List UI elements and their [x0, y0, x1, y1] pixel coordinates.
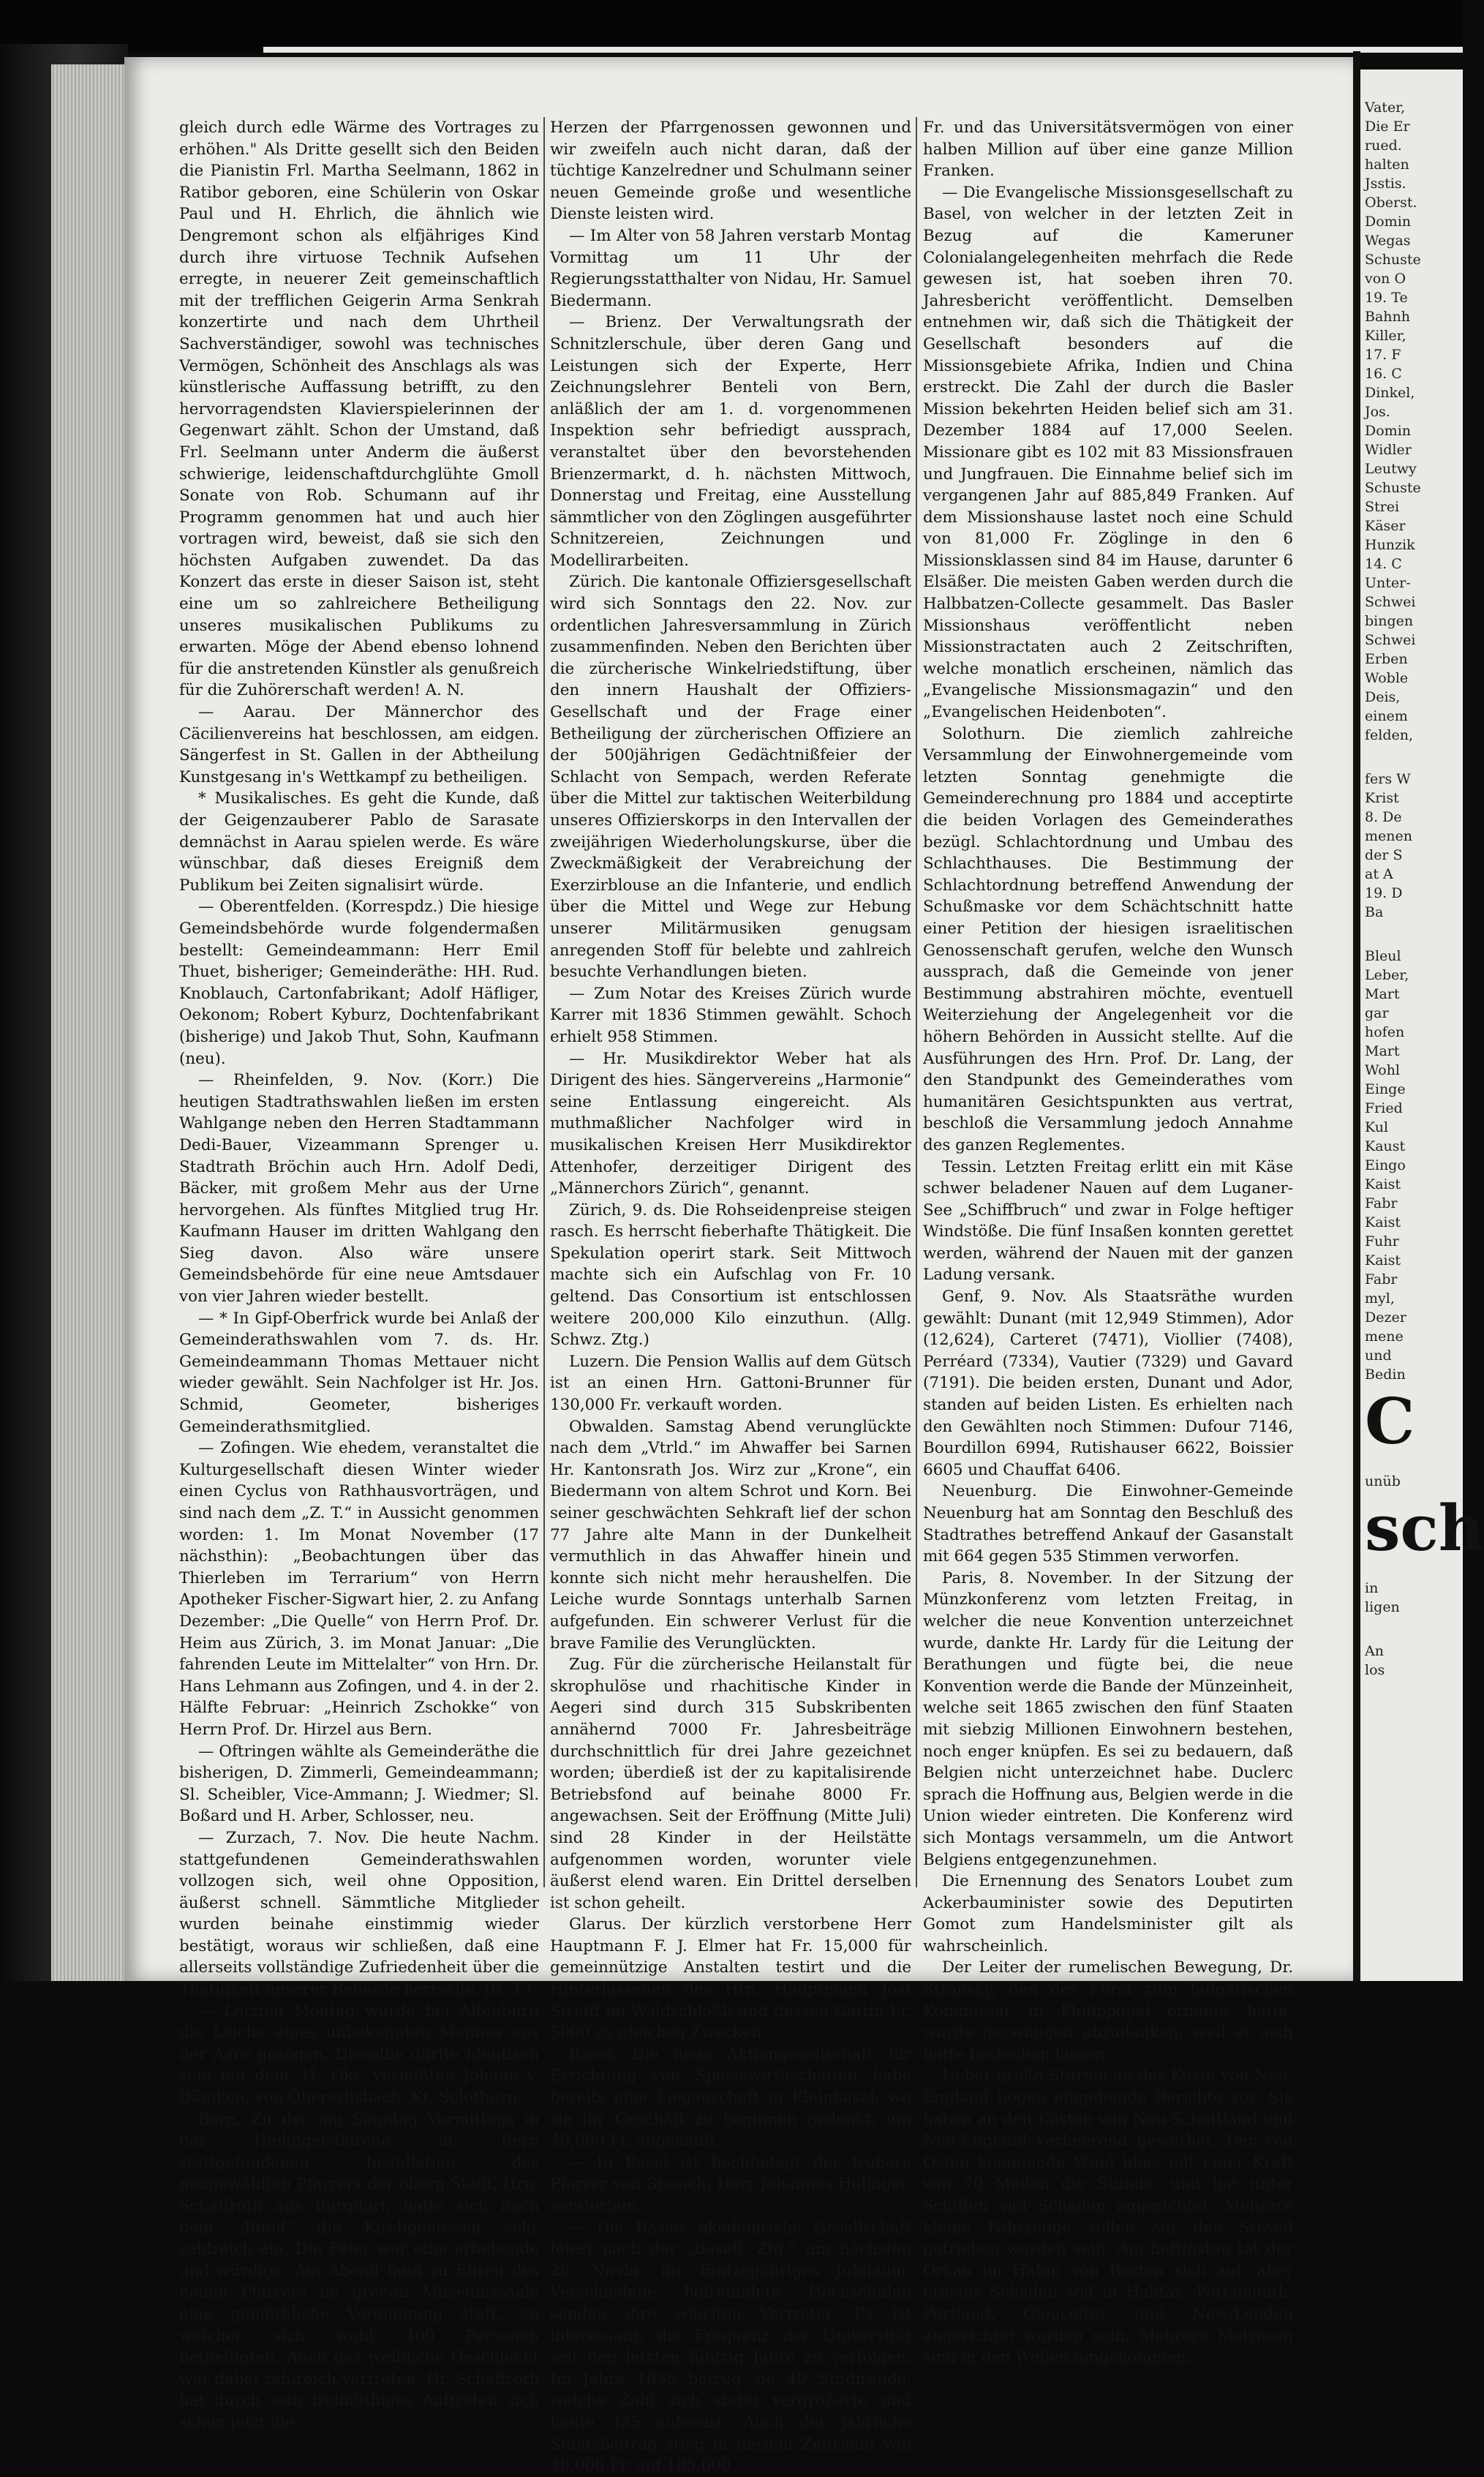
adjacent-page-text-fragment: menen: [1365, 828, 1412, 844]
scan-top-band: [0, 0, 1463, 51]
adjacent-page-text-fragment: fers W: [1365, 771, 1411, 787]
text-column-3: [923, 117, 1293, 2367]
adjacent-page-text-fragment: Widler: [1365, 442, 1412, 458]
article-paragraph: Obwalden. Samstag Abend verunglückte nach dem „Vtrld.“ im Ahwaffer bei Sarnen Hr. Kantonsrath Jos. Wirz zur „Krone“, ein Biedermann von altem Schrot und Korn. Bei seiner geschwächten Sehkraft lief der schon 77 Jahre alte Mann in der Dunkelheit vermuthlich in das Ahwaffer hinein und konnte sich nicht mehr heraushelfen. Die Leiche wurde Sonntags unterhalb Sarnen aufgefunden. Ein schwerer Verlust für die brave Familie des Verunglückten.: [550, 1417, 911, 1653]
article-paragraph: — Brienz. Der Verwaltungsrath der Schnitzlerschule, über deren Gang und Leistungen sich der Experte, Herr Zeichnungslehrer Benteli von Bern, anläßlich der am 1. d. vorgenommenen Inspektion sehr befriedigt aussprach, veranstaltet über den bevorstehenden Brienzermarkt, d. h. nächsten Mittwoch, Donnerstag und Freitag, eine Ausstellung sämmtlicher von den Zöglingen ausgeführter Schnitzereien, Zeichnungen und Modellirarbeiten.: [550, 313, 911, 570]
adjacent-page-text-fragment: at A: [1365, 866, 1393, 882]
article-paragraph: Der Leiter der rumelischen Bewegung, Dr. Stransky, den der Fürst zum bulgarischen Kommissär in Philippopel ernannt hatte, wurde gezwungen abzudanken, weil er sich hatte bestechen lassen.: [923, 1958, 1293, 2064]
article-paragraph: Die Ernennung des Senators Loubet zum Ackerbauminister sowie des Deputirten Gomot zum Handelsminister gilt als wahrscheinlich.: [923, 1872, 1293, 1955]
article-paragraph: — Aarau. Der Männerchor des Cäcilienvereins hat beschlossen, am eidgen. Sängerfest in St. Gallen in der Abtheilung Kunstgesang in's Wettkampf zu betheiligen.: [179, 703, 539, 786]
article-paragraph: — Zurzach, 7. Nov. Die heute Nachm. stattgefundenen Gemeinderathswahlen vollzogen sich, weil ohne Opposition, äußerst schnell. Sämmtliche Mitglieder wurden beinahe einstimmig wieder bestätigt, woraus wir schließen, daß eine allerseits vollständige Zufriedenheit über die Thätigkeit unserer Behörde herrsche. (B. T.): [179, 1828, 539, 1999]
adjacent-page-text-fragment: Bahnh: [1365, 309, 1411, 325]
article-paragraph: — Zum Notar des Kreises Zürich wurde Karrer mit 1836 Stimmen gewählt. Schoch erhielt 958 Stimmen.: [550, 984, 911, 1046]
adjacent-page-text-fragment: Einge: [1365, 1081, 1406, 1097]
adjacent-page-text-fragment: 16. C: [1365, 366, 1402, 382]
article-paragraph: — Oftringen wählte als Gemeinderäthe die bisherigen, D. Zimmerli, Gemeindeammann; Sl. Scheibler, Vice-Ammann; J. Wiedmer; Sl. Boßard und H. Arber, Schlosser, neu.: [179, 1742, 539, 1826]
article-paragraph: — * In Gipf-Oberfrick wurde bei Anlaß der Gemeinderathswahlen vom 7. ds. Hr. Gemeindeammann Thomas Mettauer nicht wieder gewählt. Sein Nachfolger ist Hr. Jos. Schmid, Geometer, bisheriges Gemeinderathsmitglied.: [179, 1309, 539, 1436]
adjacent-page-text-fragment: Schuste: [1365, 252, 1421, 268]
adjacent-page-text-fragment: Jos.: [1365, 404, 1390, 420]
article-paragraph: Paris, 8. November. In der Sitzung der Münzkonferenz vom letzten Freitag, in welcher die neue Konvention unterzeichnet wurde, dankte Hr. Lardy für die Leitung der Berathungen und fügte bei, die neue Konvention werde die Bande der Münzeinheit, welche seit 1865 zwischen den fünf Staaten mit siebzig Millionen Einwohnern bestehen, noch enger knüpfen. Es sei zu bedauern, daß Belgien nicht unterzeichnet habe. Duclerc sprach die Hoffnung aus, Belgien werde in die Union wieder eintreten. Die Konferenz wird sich Montags versammeln, um die Antwort Belgiens entgegenzunehmen.: [923, 1568, 1293, 1869]
adjacent-page-text-fragment: unüb: [1365, 1473, 1401, 1489]
adjacent-page-text-fragment: Eingo: [1365, 1157, 1406, 1173]
adjacent-page-text-fragment: 19. D: [1365, 885, 1403, 901]
adjacent-page-text-fragment: der S: [1365, 847, 1403, 863]
adjacent-page-text-fragment: Käser: [1365, 518, 1406, 534]
adjacent-page-text-fragment: Kaist: [1365, 1214, 1401, 1230]
page-gutter: [1353, 51, 1360, 1981]
article-paragraph: — Hr. Musikdirektor Weber hat als Dirigent des hies. Sängervereins „Harmonie“ seine Entlassung eingereicht. Als muthmaßlicher Nachfolger wird in musikalischen Kreisen Herr Musikdirektor Attenhofer, derzeitiger Dirigent des „Männerchors Zürich“, genannt.: [550, 1049, 911, 1198]
adjacent-page-text-fragment: Ba: [1365, 904, 1384, 920]
adjacent-page-text-fragment: los: [1365, 1662, 1385, 1678]
adjacent-page-text-fragment: hofen: [1365, 1024, 1405, 1040]
article-paragraph: Basel. Die neue Aktiengesellschaft für Errichtung von Speisewirthschaften habe bereits eine Liegenschaft in Kleinbasel, wo sie ihr Geschäft zu beginnen gedenkt, um 40,000 Fr. angekauft.: [550, 2045, 911, 2151]
adjacent-page-text-fragment: An: [1365, 1643, 1384, 1659]
adjacent-page-text-fragment: Unter-: [1365, 575, 1411, 591]
adjacent-page-text-fragment: Dinkel,: [1365, 385, 1415, 401]
adjacent-page-text-fragment: Kaist: [1365, 1252, 1401, 1268]
article-paragraph: Bern. Zu der am Sonntag Vormittags in der Heiliggeistkirche in Bern stattgefundenen Installation des neugewählten Pfarrers der obern Stadt, Hrn. Schaffroth aus Burgdorf, hatte sich nach dem „Bund“ die Kirchgenossen sehr zahlreich ein. Die Feier war eine erhebende und würdige. Am Abend fand zu Ehren des neuen Pfarrers im großen Museumssaale eine gemüthliche Vereinigung statt, an welcher sich wohl 400 Personen betheiligten. Auch das weibliche Geschlecht war dabei zahlreich vertreten. Hr. Schaffroth hat durch sein freimüthiges Auftreten sich schon jetzt die: [179, 2110, 539, 2432]
adjacent-page-text-fragment: Domin: [1365, 214, 1412, 230]
article-paragraph: Ueber große Stürme an der Küste von Neu-England liegen eingehende Berichte vor. Sie haben an den Küsten von Neu-Schottland und Neu-England verheerend gewüthet. Der von Osten kommende Wind blies mit einer Kraft von 70 Meilen die Stunde, und hat unter Schiffen viel Schaden angerichtet. Mehrere kleine Fahrzeuge sollen auf den Strand getrieben worden sein. Am heftigsten tat der Orkan im Hafen von Boston sich auf; aber ernster Schaden soll in Halifax, Portsmouth, Portland, Glouceſter und New-London angerichtet worden sein. Mehrere Matrosen sind in den Wellen umgekommen.: [923, 2067, 1293, 2367]
adjacent-page-text-fragment: Fabr: [1365, 1271, 1398, 1288]
adjacent-page-text-fragment: Hunzik: [1365, 537, 1415, 553]
adjacent-page-text-fragment: gar: [1365, 1005, 1389, 1021]
article-paragraph: Glarus. Der kürzlich verstorbene Herr Hauptmann F. J. Elmer hat Fr. 15,000 für gemeinnützige Anstalten testirt und die Hinterlassenen des Hrn. Hauptmann Jost Streiff im Waldschlößli und dessen Gattin Fr. 5000 zu gleichen Zwecken.: [550, 1915, 911, 2042]
adjacent-page-text-fragment: und: [1365, 1347, 1392, 1364]
article-paragraph: — Zofingen. Wie ehedem, veranstaltet die Kulturgesellschaft diesen Winter wieder einen Cyclus von Rathhausvorträgen, und sind nach dem „Z. T.“ in Aussicht genommen worden: 1. Im Monat November (17 nächsthin): „Beobachtungen über das Thierleben im Terrarium“ von Herrn Apotheker Fischer-Sigwart hier, 2. zu Anfang Dezember: „Die Quelle“ von Herrn Prof. Dr. Heim aus Zürich, 3. im Monat Januar: „Die fahrenden Leute im Mittelalter“ von Hrn. Dr. Hans Lehmann aus Zofingen, und 4. in der 2. Hälfte Februar: „Heinrich Zschokke“ von Herrn Prof. Dr. Hirzel aus Bern.: [179, 1439, 539, 1739]
adjacent-page-text-fragment: Schuste: [1365, 480, 1421, 496]
adjacent-page-text-fragment: sch: [1365, 1492, 1484, 1565]
page-edges: [51, 64, 128, 1981]
adjacent-page-text-fragment: Schwei: [1365, 594, 1416, 610]
column-rule-1: [543, 117, 545, 1887]
adjacent-page-text-fragment: ligen: [1365, 1599, 1400, 1615]
adjacent-page-text-fragment: 19. Te: [1365, 290, 1408, 306]
article-paragraph: — Die Evangelische Missionsgesellschaft zu Basel, von welcher in der letzten Zeit in Bezug auf die Kameruner Colonialangelegenheiten mehrfach die Rede gewesen ist, hat soeben ihren 70. Jahresbericht veröffentlicht. Demselben entnehmen wir, daß sich die Thätigkeit der Gesellschaft besonders auf die Missionsgebiete Afrika, Indien und China erstreckt. Die Zahl der durch die Basler Mission bekehrten Heiden belief sich am 31. Dezember 1884 auf 17,000 Seelen. Missionare gibt es 102 mit 83 Missionsfrauen und Jungfrauen. Die Einnahme belief sich im vergangenen Jahr auf 885,849 Franken. Auf dem Missionshause lastet noch eine Schuld von 81,000 Fr. Zöglinge in den 6 Missionsklassen sind 84 im Hause, darunter 6 Elsäßer. Die meisten Gaben werden durch die Halbbatzen-Collecte gesammelt. Das Basler Missionshaus veröffentlicht neben Missionstractaten auch 2 Zeitschriften, welche monatlich erscheinen, nämlich das „Evangelische Missionsmagazin“ und den „Evangelischen Heidenboten“.: [923, 183, 1293, 722]
article-paragraph: — In Basel ist hochbetagt der frühere Pfarrer von Sissach, Herr Johannes Holinger, verstorben.: [550, 2153, 911, 2215]
adjacent-page-text-fragment: einem: [1365, 708, 1408, 724]
adjacent-page-text-fragment: halten: [1365, 157, 1409, 173]
adjacent-page-text-fragment: Wohl: [1365, 1062, 1400, 1078]
article-paragraph: Zürich. Die kantonale Offiziersgesellschaft wird sich Sonntags den 22. Nov. zur ordentlichen Jahresversammlung in Zürich zusammenfinden. Neben den Berichten über die zürcherische Winkelriedstiftung, über den innern Haushalt der Offiziers-Gesellschaft und der Frage einer Betheiligung der zürcherischen Offiziere an der 500jährigen Gedächtnißfeier der Schlacht von Sempach, werden Referate über die Mittel zur taktischen Weiterbildung unseres Offizierskorps in den Intervallen der zweijährigen Wiederholungskurse, über die Zweckmäßigkeit der Verabreichung der Exerzirblouse an die Infanterie, und endlich über die Mittel und Wege zur Hebung unserer Militärmusiken genugsam anregenden Stoff für belebte und zahlreich besuchte Verhandlungen bieten.: [550, 573, 911, 982]
adjacent-page-text-fragment: felden,: [1365, 727, 1414, 743]
adjacent-page-text-fragment: Killer,: [1365, 328, 1406, 344]
adjacent-page-text-fragment: in: [1365, 1580, 1379, 1596]
adjacent-page-text-fragment: Strei: [1365, 499, 1400, 515]
article-paragraph: * Musikalisches. Es geht die Kunde, daß der Geigenzauberer Pablo de Sarasate demnächst in Aarau spielen werde. Es wäre wünschbar, daß dieses Ereigniß dem Publikum bei Zeiten signalisirt würde.: [179, 789, 539, 895]
article-paragraph: Solothurn. Die ziemlich zahlreiche Versammlung der Einwohnergemeinde vom letzten Sonntag genehmigte die Gemeinderechnung pro 1884 und acceptirte die beiden Vorlagen des Gemeinderathes bezügl. Schlachtordnung und Umbau des Schlachthauses. Die Bestimmung der Schlachtordnung betreffend Anwendung der Schußmaske vor dem Schächtschnitt hatte einer Petition der hiesigen israelitischen Genossenschaft gerufen, welche den Wunsch aussprach, daß die Gemeinde von jener Bestimmung abstrahiren möchte, eventuell Weiterziehung der Angelegenheit vor die höhern Behörden in Aussicht stellte. Auf die Ausführungen des Hrn. Prof. Dr. Lang, der den Standpunkt des Gemeinderathes vom humanitären Gesichtspunkten aus vertrat, beschloß die Versammlung jedoch Annahme des ganzen Reglementes.: [923, 724, 1293, 1154]
article-paragraph: Genf, 9. Nov. Als Staatsräthe wurden gewählt: Dunant (mit 12,949 Stimmen), Ador (12,624), Carteret (7471), Viollier (7408), Perréard (7334), Vautier (7329) und Gavard (7191). Die beiden ersten, Dunant und Ador, standen auf beiden Listen. Es erhielten nach den Gewählten noch Stimmen: Dufour 7146, Bourdillon 6994, Rutishauser 6622, Boissier 6605 und Chauffat 6406.: [923, 1288, 1293, 1479]
text-column-1: [179, 117, 539, 2432]
adjacent-page-text-fragment: 8. De: [1365, 809, 1402, 825]
article-paragraph: — Letzten Montag wurde bei Altenburg die Leiche eines unbekannten Mannes aus der Aare gezogen. Dieselbe dürfte identisch sein mit dem 31. Okt. vermißten Johann v. Däniken, von Obererlisbach, Kt. Solothurn.: [179, 2001, 539, 2108]
adjacent-page-text-fragment: Mart: [1365, 1043, 1400, 1059]
adjacent-page-text-fragment: C: [1365, 1385, 1415, 1459]
adjacent-page-text-fragment: Fuhr: [1365, 1233, 1399, 1249]
adjacent-page-text-fragment: Erben: [1365, 651, 1408, 667]
adjacent-page-text-fragment: mene: [1365, 1328, 1404, 1345]
article-paragraph: — Rheinfelden, 9. Nov. (Korr.) Die heutigen Stadtrathswahlen ließen im ersten Wahlgange neben den Herren Stadtammann Dedi-Bauer, Vizeammann Sprenger u. Stadtrath Bröchin auch Hrn. Adolf Dedi, Bäcker, mit großem Mehr aus der Urne hervorgehen. Als fünftes Mitglied trug Hr. Kaufmann Hauser im dritten Wahlgang den Sieg davon. Also wäre unsere Gemeindsbehörde für eine neue Amtsdauer von vier Jahren wieder bestellt.: [179, 1071, 539, 1307]
adjacent-page-text-fragment: 17. F: [1365, 347, 1401, 363]
adjacent-page-text-fragment: Schwei: [1365, 632, 1416, 648]
adjacent-page-text-fragment: Fried: [1365, 1100, 1403, 1116]
adjacent-page-text-fragment: Kaist: [1365, 1176, 1401, 1192]
adjacent-page-text-fragment: von O: [1365, 271, 1406, 287]
adjacent-page-text-fragment: Leber,: [1365, 967, 1409, 983]
adjacent-page-text-fragment: Die Er: [1365, 119, 1410, 135]
adjacent-page-text-fragment: 14. C: [1365, 556, 1402, 572]
adjacent-page-text-fragment: Leutwy: [1365, 461, 1417, 477]
scan-top-edge: [263, 47, 1463, 53]
adjacent-page-fragment: [1360, 69, 1484, 1981]
adjacent-page-text-fragment: Mart: [1365, 986, 1400, 1002]
article-paragraph: Tessin. Letzten Freitag erlitt ein mit Käse schwer beladener Nauen auf dem Luganer-See „Schiffbruch“ und zwar in Folge heftiger Windstöße. Die fünf Insaßen konnten gerettet werden, während der Nauen mit der ganzen Ladung versank.: [923, 1157, 1293, 1285]
adjacent-page-text-fragment: Deis,: [1365, 689, 1401, 705]
article-paragraph: — Oberentfelden. (Korrespdz.) Die hiesige Gemeindsbehörde wurde folgendermaßen bestellt: Gemeindeammann: Herr Emil Thuet, bisheriger; Gemeinderäthe: HH. Rud. Knoblauch, Cartonfabrikant; Adolf Häfliger, Oekonom; Robert Kyburz, Dochtenfabrikant (bisherige) und Jakob Thut, Sohn, Kaufmann (neu).: [179, 898, 539, 1068]
adjacent-page-text-fragment: Oberst.: [1365, 195, 1417, 211]
adjacent-page-text-fragment: myl,: [1365, 1290, 1395, 1307]
article-paragraph: gleich durch edle Wärme des Vortrages zu erhöhen." Als Dritte gesellt sich den Beiden die Pianistin Frl. Martha Seelmann, 1862 in Ratibor geboren, eine Schülerin von Oskar Paul und H. Ehrlich, die ähnlich wie Dengremont schon als elfjähriges Kind durch ihre virtuose Technik Aufsehen erregte, in neuerer Zeit gemeinschaftlich mit der trefflichen Geigerin Arma Senkrah konzertirte und nach dem Uhrtheil Sachverständiger, sowohl was technisches Vermögen, Schönheit des Anschlags als was künstlerische Auffassung betrifft, zu den hervorragendsten Klavierspielerinnen der Gegenwart zählt. Schon der Umstand, daß Frl. Seelmann unter Anderm die äußerst schwierige, leidenschaftdurchglühte Gmoll Sonate von Rob. Schumann auf ihr Programm genommen hat und auch hier vortragen wird, beweist, daß sie sich den höchsten Aufgaben zuwendet. Da das Konzert das erste in dieser Saison ist, steht eine um so zahlreichere Betheiligung unseres musikalischen Publikums zu erwarten. Möge der Abend ebenso lohnend für die anstretenden Künstler als genußreich für die Zuhörerschaft werden! A. N.: [179, 119, 539, 700]
adjacent-page-text-fragment: Fabr: [1365, 1195, 1398, 1211]
adjacent-page-text-fragment: rued.: [1365, 138, 1402, 154]
article-paragraph: Herzen der Pfarrgenossen gewonnen und wir zweifeln auch nicht daran, daß der tüchtige Kanzelredner und Schulmann seiner neuen Gemeinde große und wesentliche Dienste leisten wird.: [550, 119, 911, 224]
article-paragraph: Fr. und das Universitätsvermögen von einer halben Million auf über eine ganze Million Franken.: [923, 119, 1293, 181]
article-paragraph: Luzern. Die Pension Wallis auf dem Gütsch ist an einen Hrn. Gattoni-Brunner für 130,000 Fr. verkauft worden.: [550, 1352, 911, 1415]
adjacent-page-text-fragment: Kul: [1365, 1119, 1389, 1135]
adjacent-page-text-fragment: Kaust: [1365, 1138, 1406, 1154]
adjacent-page-text-fragment: Wegas: [1365, 233, 1411, 249]
article-paragraph: — Die Basler akademische Gesellschaft feiert nach der „Basell. Ztg.“ am nächsten 26. Novbr. ihr fünfzigjähriges Jubiläum. Verschiedene befreundete Hochschulen senden ihre wägsten Vertreter. Es ist interessant, die Frequenz der Universität seit den letzten fünfzig Jahre zu verfolgen. Im Jahre 1835 betrug sie 40 Studirende, welche Zahl sich stetig vergrößerte und heute 325 aufweist. Auch der jährliche Staatsbeitrag stieg in diesem Zeitraum von 40,000 Fr. auf 185,000: [550, 2218, 911, 2476]
adjacent-page-text-fragment: Bedin: [1365, 1367, 1406, 1383]
column-rule-2: [916, 117, 917, 1887]
adjacent-page-text-fragment: bingen: [1365, 613, 1414, 629]
text-column-2: [550, 117, 911, 2476]
article-paragraph: — Im Alter von 58 Jahren verstarb Montag Vormittag um 11 Uhr der Regierungsstatthalter von Nidau, Hr. Samuel Biedermann.: [550, 226, 911, 310]
adjacent-page-text-fragment: Bleul: [1365, 948, 1401, 964]
adjacent-page-text-fragment: Woble: [1365, 670, 1409, 686]
adjacent-page-text-fragment: Vater,: [1365, 99, 1406, 116]
article-paragraph: Zug. Für die zürcherische Heilanstalt für skrophulöse und rhachitische Kinder in Aegeri sind durch 315 Subskribenten annähernd 7000 Fr. Jahresbeiträge durchschnittlich für drei Jahre gezeichnet worden; überdieß ist der zu kapitalisirende Betriebsfond auf beinahe 8000 Fr. angewachsen. Seit der Eröffnung (Mitte Juli) sind 28 Kinder in der Heilstätte aufgenommen worden, worunter viele äußerst elend waren. Ein Drittel derselben ist schon geheilt.: [550, 1655, 911, 1912]
adjacent-page-text-fragment: Krist: [1365, 790, 1399, 806]
adjacent-page-text-fragment: Dezer: [1365, 1309, 1406, 1326]
adjacent-page-text-fragment: Jsstis.: [1365, 176, 1406, 192]
adjacent-page-text-fragment: Domin: [1365, 423, 1412, 439]
article-paragraph: Zürich, 9. ds. Die Rohseidenpreise steigen rasch. Es herrscht fieberhafte Thätigkeit. Die Spekulation operirt stark. Seit Mittwoch machte sich ein Aufschlag von Fr. 10 geltend. Das Consortium ist entschlossen weitere 200,000 Kilo einzuthun. (Allg. Schwz. Ztg.): [550, 1200, 911, 1350]
article-paragraph: Neuenburg. Die Einwohner-Gemeinde Neuenburg hat am Sonntag den Beschluß des Stadtrathes betreffend Ankauf der Gasanstalt mit 664 gegen 535 Stimmen verworfen.: [923, 1482, 1293, 1566]
